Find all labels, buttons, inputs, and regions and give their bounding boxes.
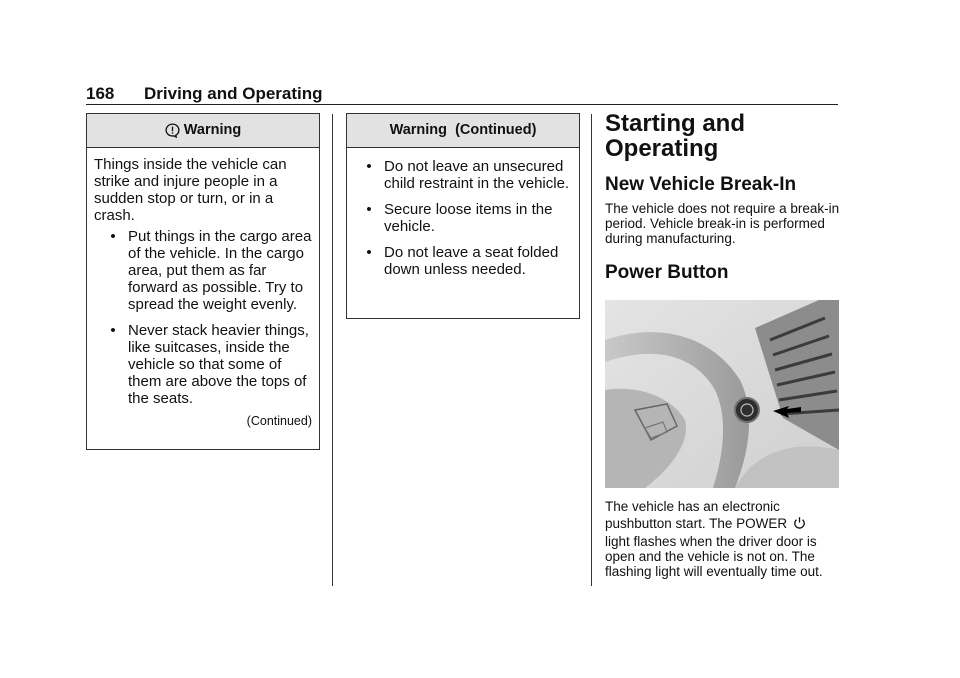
warning-intro: Things inside the vehicle can strike and injure people in a sudden stop or turn, or in a crash. <box>94 156 287 224</box>
power-icon <box>793 516 806 529</box>
bullet: • <box>110 228 116 245</box>
power-text-part-1: The vehicle has an electronic pushbutton start. The POWER <box>605 499 788 531</box>
bullet: • <box>366 158 372 175</box>
warning-continued-title-bar <box>347 114 579 148</box>
break-in-heading: New Vehicle Break-In <box>605 174 797 195</box>
bullet: • <box>110 322 116 339</box>
page-header <box>86 82 838 105</box>
list-item <box>354 201 572 235</box>
bullet-text: Do not leave an unsecured child restraint in the vehicle. <box>384 158 570 192</box>
warning-title-bar <box>87 114 319 148</box>
bullet-text: Secure loose items in the vehicle. <box>384 201 553 235</box>
break-in-text: The vehicle does not require a break-in period. Vehicle break-in is performed during manufacturing. <box>605 201 840 246</box>
list-item <box>94 228 312 313</box>
bullet: • <box>366 201 372 218</box>
warning-title: Warning <box>183 122 242 138</box>
warning-icon <box>165 123 180 138</box>
section-heading: Starting and Operating <box>605 110 746 162</box>
bullet: • <box>366 244 372 261</box>
warning-continued-title: Warning (Continued) <box>389 122 537 138</box>
column-divider-1 <box>332 114 333 586</box>
power-button-text <box>605 498 841 579</box>
section-title: Driving and Operating <box>144 84 323 103</box>
warning-continued-box <box>346 113 580 319</box>
power-text-part-2: light flashes when the driver door is open and the vehicle is not on. The flashing light will eventually time out. <box>605 534 823 579</box>
column-divider-2 <box>591 114 592 586</box>
list-item <box>94 322 312 407</box>
list-item <box>354 244 572 278</box>
warning-box <box>86 113 320 450</box>
page-number: 168 <box>86 84 115 103</box>
bullet-text: Do not leave a seat folded down unless needed. <box>384 244 559 278</box>
continued-label: (Continued) <box>246 414 312 428</box>
bullet-text: Put things in the cargo area of the vehicle. In the cargo area, put them as far forward as possible. Try to spread the weight evenly. <box>128 228 312 313</box>
power-button-heading: Power Button <box>605 262 729 283</box>
list-item <box>354 158 572 192</box>
power-button-photo <box>605 300 839 488</box>
bullet-text: Never stack heavier things, like suitcases, inside the vehicle so that some of them are above the tops of the seats. <box>128 322 309 407</box>
